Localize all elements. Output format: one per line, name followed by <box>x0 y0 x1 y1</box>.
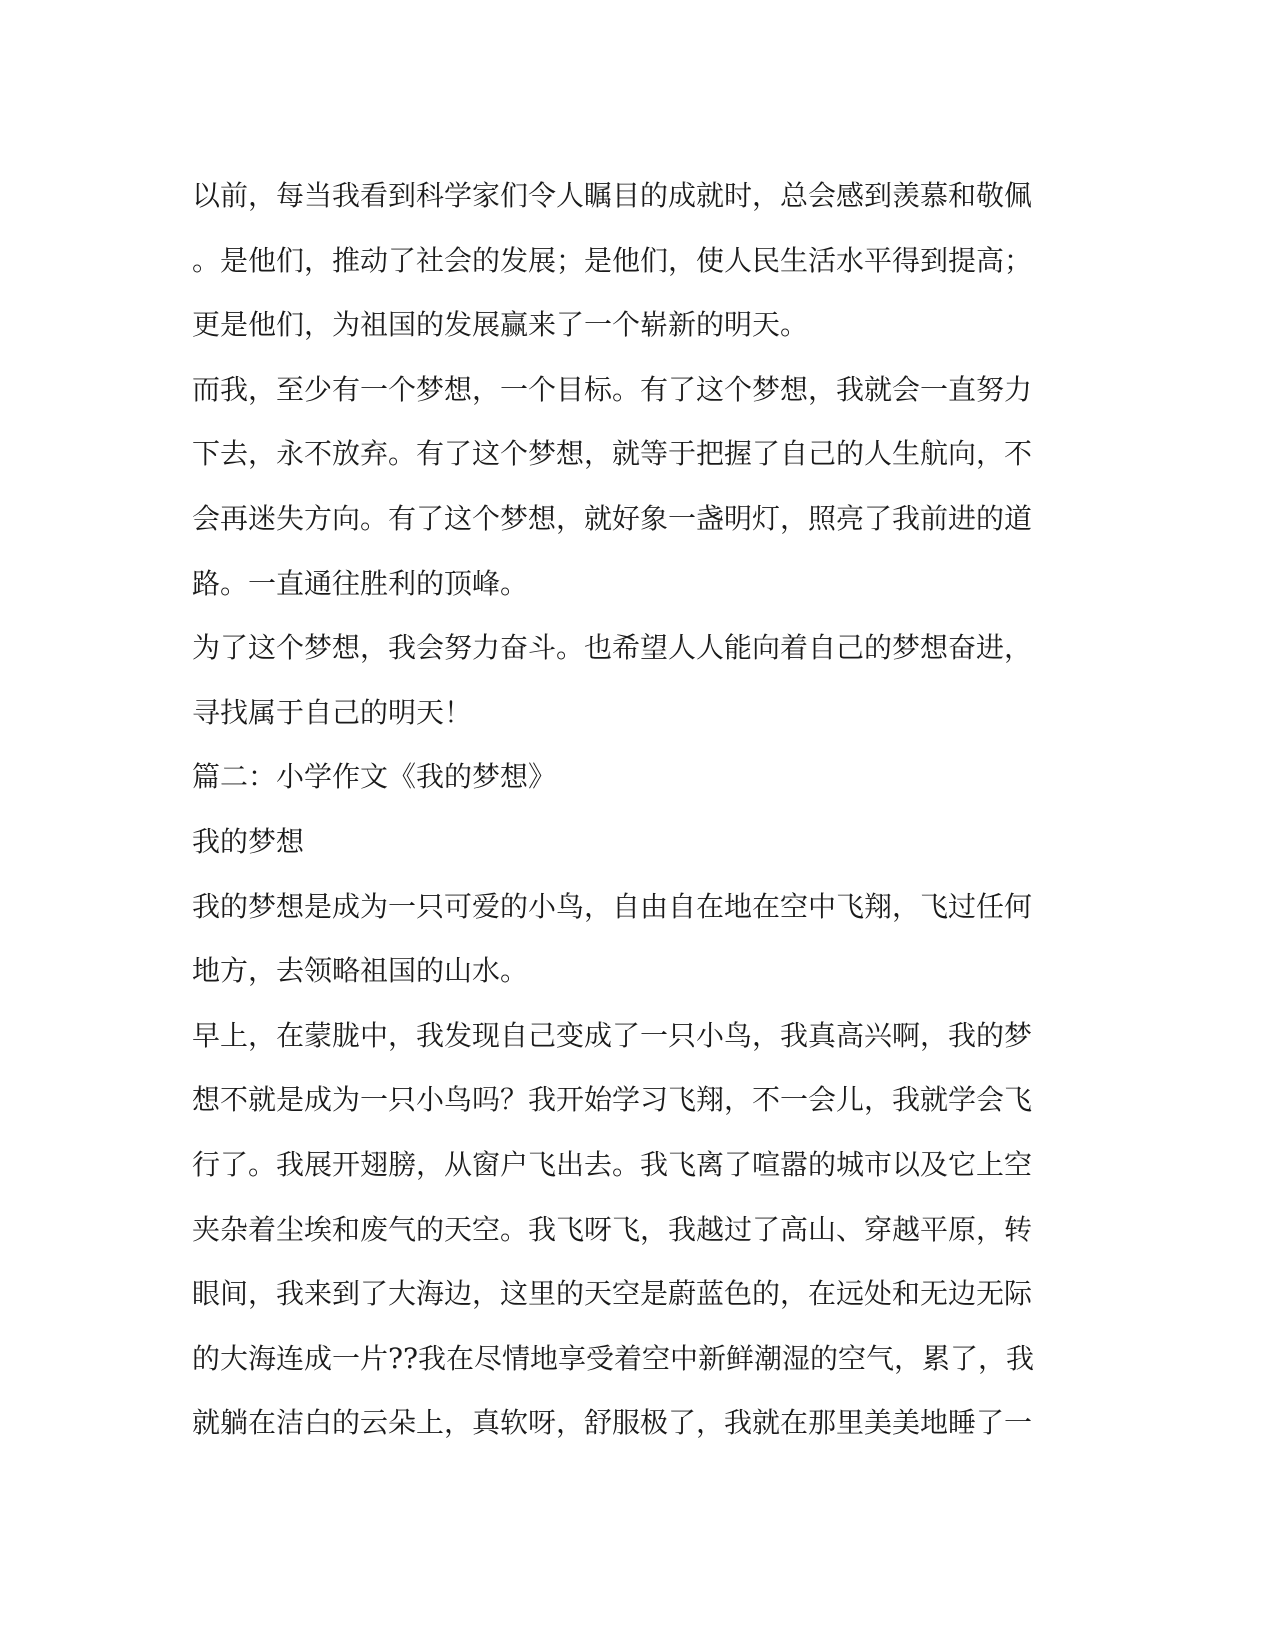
text-line: 夹杂着尘埃和废气的天空。我飞呀飞，我越过了高山、穿越平原，转 <box>192 1212 1033 1246</box>
text-line: 会再迷失方向。有了这个梦想，就好象一盏明灯，照亮了我前进的道 <box>192 501 1033 535</box>
text-line: 寻找属于自己的明天！ <box>192 695 473 729</box>
text-line: 的大海连成一片??我在尽情地享受着空中新鲜潮湿的空气，累了，我 <box>192 1341 1035 1375</box>
text-line: 路。一直通往胜利的顶峰。 <box>192 566 529 600</box>
text-line: 以前，每当我看到科学家们令人瞩目的成就时，总会感到羡慕和敬佩 <box>192 179 1033 212</box>
section-heading: 篇二：小学作文《我的梦想》 <box>192 760 557 794</box>
text-line: 下去，永不放弃。有了这个梦想，就等于把握了自己的人生航向，不 <box>192 437 1033 471</box>
text-line: 地方，去领略祖国的山水。 <box>192 954 529 988</box>
text-line: 行了。我展开翅膀，从窗户飞出去。我飞离了喧嚣的城市以及它上空 <box>192 1147 1033 1181</box>
text-line: 。是他们，推动了社会的发展；是他们，使人民生活水平得到提高； <box>192 243 1033 277</box>
text-line: 想不就是成为一只小鸟吗？我开始学习飞翔，不一会儿，我就学会飞 <box>192 1083 1033 1117</box>
body-text <box>192 164 1082 1456</box>
text-line: 我的梦想是成为一只可爱的小鸟，自由自在地在空中飞翔，飞过任何 <box>192 889 1033 923</box>
text-line: 眼间，我来到了大海边，这里的天空是蔚蓝色的，在远处和无边无际 <box>192 1277 1033 1311</box>
text-line: 为了这个梦想，我会努力奋斗。也希望人人能向着自己的梦想奋进， <box>192 631 1033 665</box>
text-line: 而我，至少有一个梦想，一个目标。有了这个梦想，我就会一直努力 <box>192 372 1033 406</box>
text-line: 就躺在洁白的云朵上，真软呀，舒服极了，我就在那里美美地睡了一 <box>192 1406 1033 1440</box>
text-line: 早上，在蒙胧中，我发现自己变成了一只小鸟，我真高兴啊，我的梦 <box>192 1018 1033 1052</box>
text-line: 更是他们，为祖国的发展赢来了一个崭新的明天。 <box>192 308 809 342</box>
essay-title: 我的梦想 <box>192 824 305 858</box>
